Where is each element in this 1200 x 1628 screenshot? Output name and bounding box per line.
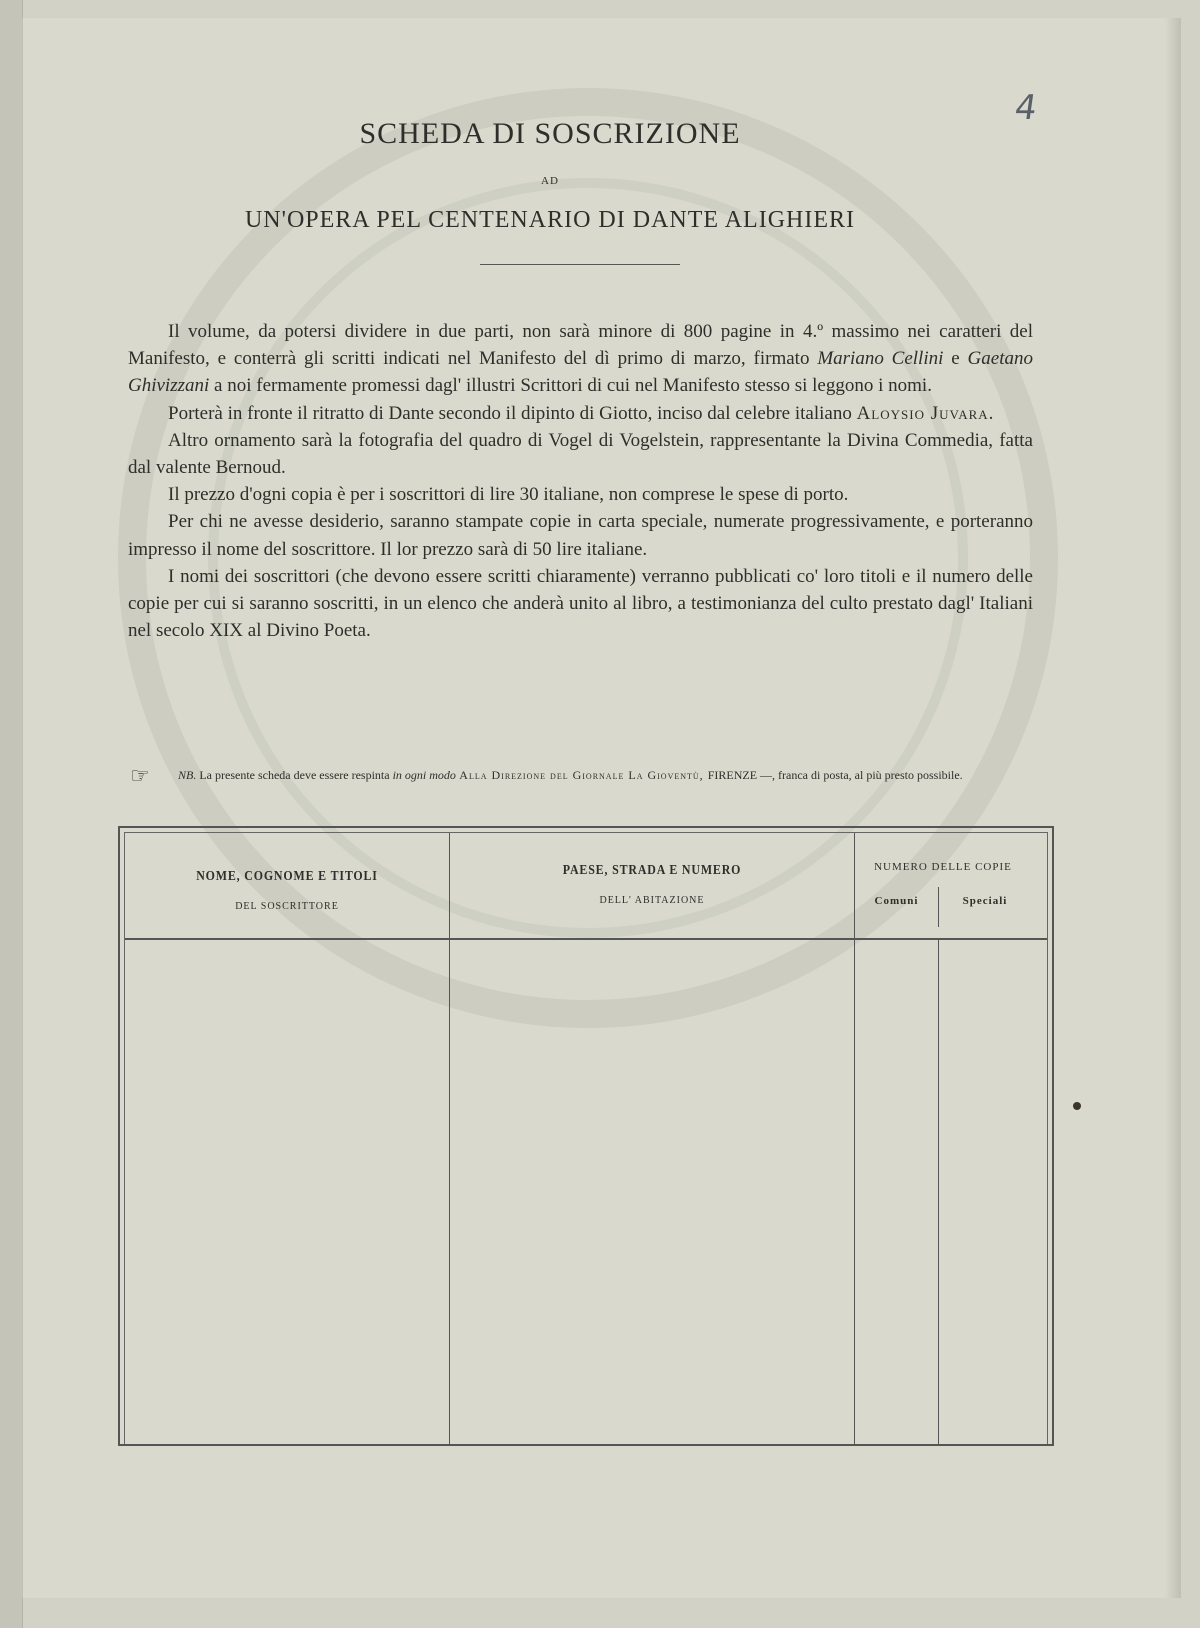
table-header-subscriber-sub: DEL SOSCRITTORE [235, 901, 339, 912]
table-header-subscriber-title: NOME, COGNOME E TITOLI [196, 869, 378, 884]
paragraph-volume-conjunction: e [943, 348, 968, 370]
signer-name-2: Gaetano Ghivizzani [128, 348, 1033, 397]
nb-note-text [178, 766, 1040, 784]
subscription-table [118, 826, 1054, 1446]
engraver-name: Aloysio Juvara [856, 402, 989, 424]
ink-spot [1073, 1102, 1081, 1110]
table-header-common-label: Comuni [874, 895, 919, 907]
nb-address: Alla Direzione del Giornale La Gioventù, [455, 768, 708, 782]
table-header-address-sub: DELL' ABITAZIONE [599, 895, 705, 906]
table-header-subscriber [125, 869, 449, 912]
document-title: SCHEDA DI SOSCRIZIONE [359, 117, 741, 150]
paragraph-portrait [128, 400, 1033, 427]
paragraph-photograph: Altro ornamento sarà la fotografia del quadro di Vogel di Vogelstein, rappresentante la Divina Commedia, fatta dal valente Bernoud. [128, 429, 1033, 479]
table-header-divider [125, 938, 1047, 940]
nb-text-b: FIRENZE —, franca di posta, al più presto possibile. [707, 768, 963, 782]
handwritten-page-number: 4 [1012, 88, 1040, 128]
document-title-connector: AD [541, 175, 559, 187]
scan-margin [0, 0, 23, 1628]
document-subtitle: UN'OPERA PEL CENTENARIO DI DANTE ALIGHIERI [244, 207, 856, 233]
table-header-special-label: Speciali [962, 895, 1008, 907]
paragraph-portrait-text: Porterà in fronte il ritratto di Dante secondo il dipinto di Giotto, inciso dal celebre italiano [168, 402, 857, 424]
copies-subcolumn-divider [938, 887, 939, 927]
table-column-divider-2 [854, 833, 855, 1444]
nb-text-italic: in ogni modo [392, 768, 456, 782]
body-text [128, 318, 1033, 644]
table-header-address-title: PAESE, STRADA E NUMERO [562, 863, 742, 878]
signer-name-1: Mariano Cellini [817, 348, 944, 370]
table-header-common-copies [855, 895, 938, 907]
table-header-address [450, 863, 854, 906]
subscription-table-inner [124, 832, 1048, 1444]
table-column-divider-3 [938, 940, 939, 1444]
paragraph-volume-text-b: a noi fermamente promessi dagl' illustri Scrittori di cui nel Manifesto stesso si leggono i nomi. [209, 375, 932, 397]
nb-text-a: La presente scheda deve essere respinta [196, 768, 393, 782]
paragraph-portrait-end: . [988, 402, 994, 424]
table-header-special-copies [939, 895, 1031, 907]
paragraph-volume [128, 318, 1033, 400]
nb-note [130, 763, 1040, 788]
paragraph-volume-text-a: Il volume, da potersi dividere in due parti, non sarà minore di 800 pagine in 4.º massimo nei caratteri del Manifesto, e conterrà gli scritti indicati nel Manifesto del dì primo di marzo, firmato [128, 321, 1033, 370]
paragraph-price: Il prezzo d'ogni copia è per i soscrittori di lire 30 italiane, non comprese le spese di porto. [168, 484, 849, 506]
table-header-copies [855, 861, 1031, 873]
nb-label: NB. [178, 768, 197, 782]
title-divider [480, 264, 680, 265]
table-header-copies-title: NUMERO DELLE COPIE [874, 861, 1012, 873]
paragraph-subscriber-names: I nomi dei soscrittori (che devono essere scritti chiaramente) verranno pubblicati co' loro titoli e il numero delle copie per cui si saranno soscritti, in un elenco che anderà unito al libro, a testimonianza del culto prestato dagl' Italiani nel secolo XIX al Divino Poeta. [128, 565, 1033, 642]
paragraph-special-copies: Per chi ne avesse desiderio, saranno stampate copie in carta speciale, numerate progressivamente, e porteranno impresso il nome del soscrittore. Il lor prezzo sarà di 50 lire italiane. [128, 511, 1033, 560]
pointing-hand-icon: ☞ [130, 763, 150, 788]
page-edge [1165, 18, 1181, 1598]
table-column-divider-1 [449, 833, 450, 1444]
